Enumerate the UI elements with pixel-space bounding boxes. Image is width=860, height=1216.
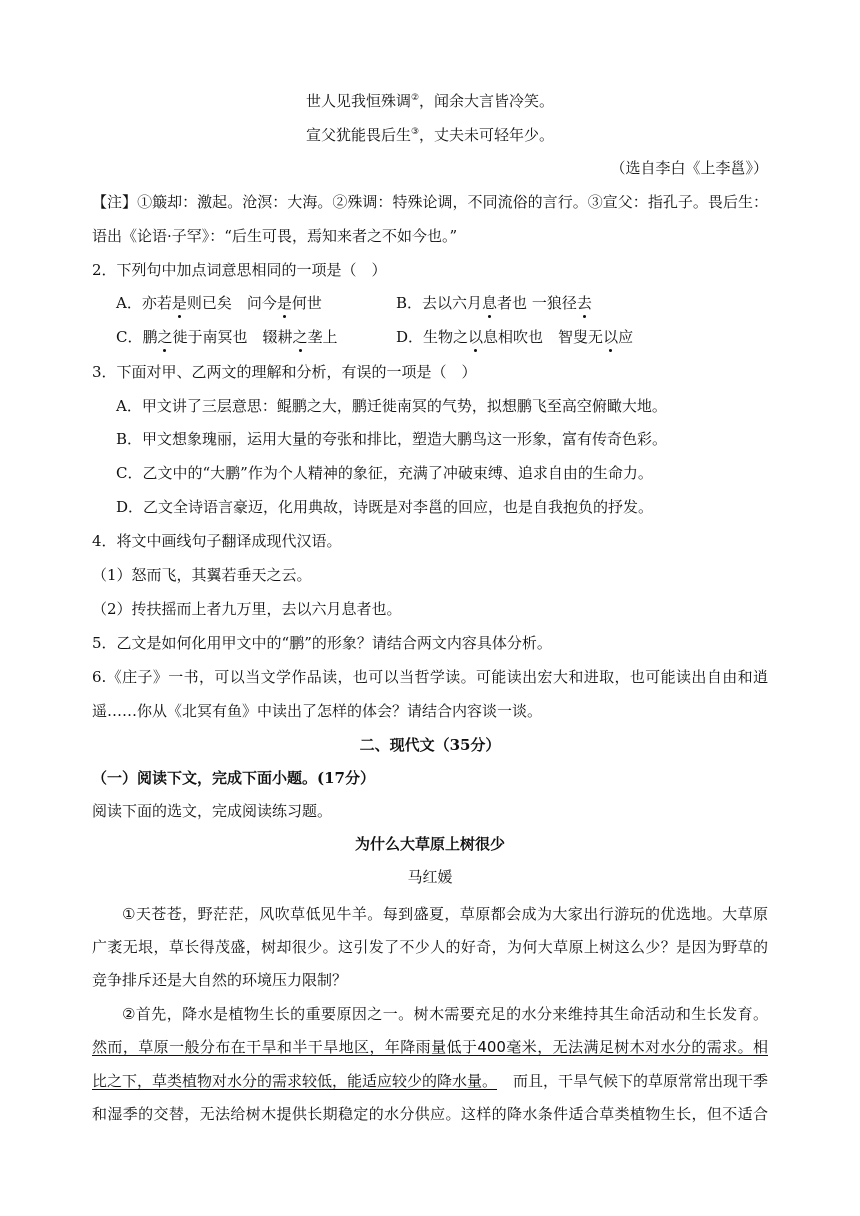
question-stem: 4．将文中画线句子翻译成现代汉语。: [92, 532, 342, 550]
option-c: C．乙文中的“大鹏”作为个人精神的象征，充满了冲破束缚、追求自由的生命力。: [116, 464, 653, 482]
option-d: D．乙文全诗语言豪迈，化用典故，诗既是对李邕的回应，也是自我抱负的抒发。: [116, 498, 654, 516]
poem-line: 宣父犹能畏后生③，丈夫未可轻年少。: [305, 126, 555, 144]
paragraph-line: ②首先，降水是植物生长的重要原因之一。树木需要充足的水分来维持其生命活动和生长发育。: [122, 1005, 768, 1023]
section-title: 二、现代文（35分）: [359, 736, 501, 754]
option-d: D．生物之以息相吹也 智叟无以应: [396, 328, 634, 346]
option-a: A．甲文讲了三层意思：鲲鹏之大，鹏迁徙南冥的气势，拟想鹏飞至高空俯瞰大地。: [116, 397, 667, 415]
sub-question: （1）怒而飞，其翼若垂天之云。: [92, 566, 312, 584]
article-title: 为什么大草原上树很少: [354, 835, 505, 853]
section-intro: 阅读下面的选文，完成阅读练习题。: [92, 802, 333, 820]
poem-line: 世人见我恒殊调②，闻余大言皆冷笑。: [305, 92, 555, 110]
option-b: B．甲文想象瑰丽，运用大量的夸张和排比，塑造大鹏鸟这一形象，富有传奇色彩。: [116, 430, 668, 448]
question-stem: 3．下面对甲、乙两文的理解和分析，有误的一项是（ ）: [92, 363, 477, 381]
option-b: B．去以六月息者也 一狼径去: [396, 294, 592, 312]
poem-source: （选自李白《上李邕》）: [610, 159, 768, 177]
question-stem: 6.《庄子》一书，可以当文学作品读，也可以当哲学读。可能读出宏大和进取，也可能读出自由和逍: [92, 668, 768, 686]
paragraph-line: ①天苍苍，野茫茫，风吹草低见牛羊。每到盛夏，草原都会成为大家出行游玩的优选地。大草原: [122, 905, 768, 923]
question-stem: 遥……你从《北冥有鱼》中读出了怎样的体会？请结合内容谈一谈。: [92, 702, 543, 720]
underlined-sentence: 然而，草原一般分布在干旱和半干旱地区，年降雨量低于400毫米，无法满足树木对水分的需求。相: [92, 1038, 768, 1056]
question-stem: 2．下列句中加点词意思相同的一项是（ ）: [92, 261, 387, 279]
paragraph-line: [92, 1071, 768, 1091]
paragraph-line: 广袤无垠，草长得茂盛，树却很少。这引发了不少人的好奇，为何大草原上树这么少？是因为野草的: [92, 938, 768, 956]
paragraph-line: 竞争排斥还是大自然的环境压力限制？: [92, 971, 348, 989]
annotation-note: 【注】①簸却：激起。沧溟：大海。②殊调：特殊论调，不同流俗的言行。③宣父：指孔子。畏后生：: [92, 193, 768, 211]
option-a: A．亦若是则已矣 问今是何世: [116, 294, 322, 312]
question-stem: 5．乙文是如何化用甲文中的“鹏”的形象？请结合两文内容具体分析。: [92, 634, 552, 652]
paragraph-line: 和湿季的交替，无法给树木提供长期稳定的水分供应。这样的降水条件适合草类植物生长，但不适合: [92, 1105, 768, 1123]
sub-question: （2）抟扶摇而上者九万里，去以六月息者也。: [92, 600, 402, 618]
section-subtitle: （一）阅读下文，完成下面小题。(17分）: [92, 769, 375, 787]
article-author: 马红媛: [407, 868, 453, 886]
underlined-sentence: 比之下，草类植物对水分的需求较低，能适应较少的降水量。: [92, 1072, 498, 1090]
annotation-note: 语出《论语·子罕》：“后生可畏，焉知来者之不如今也。”: [92, 227, 458, 245]
option-c: C．鹏之徙于南冥也 辍耕之垄上: [116, 328, 338, 346]
paragraph-text: 而且，干旱气候下的草原常常出现干季: [512, 1072, 768, 1090]
